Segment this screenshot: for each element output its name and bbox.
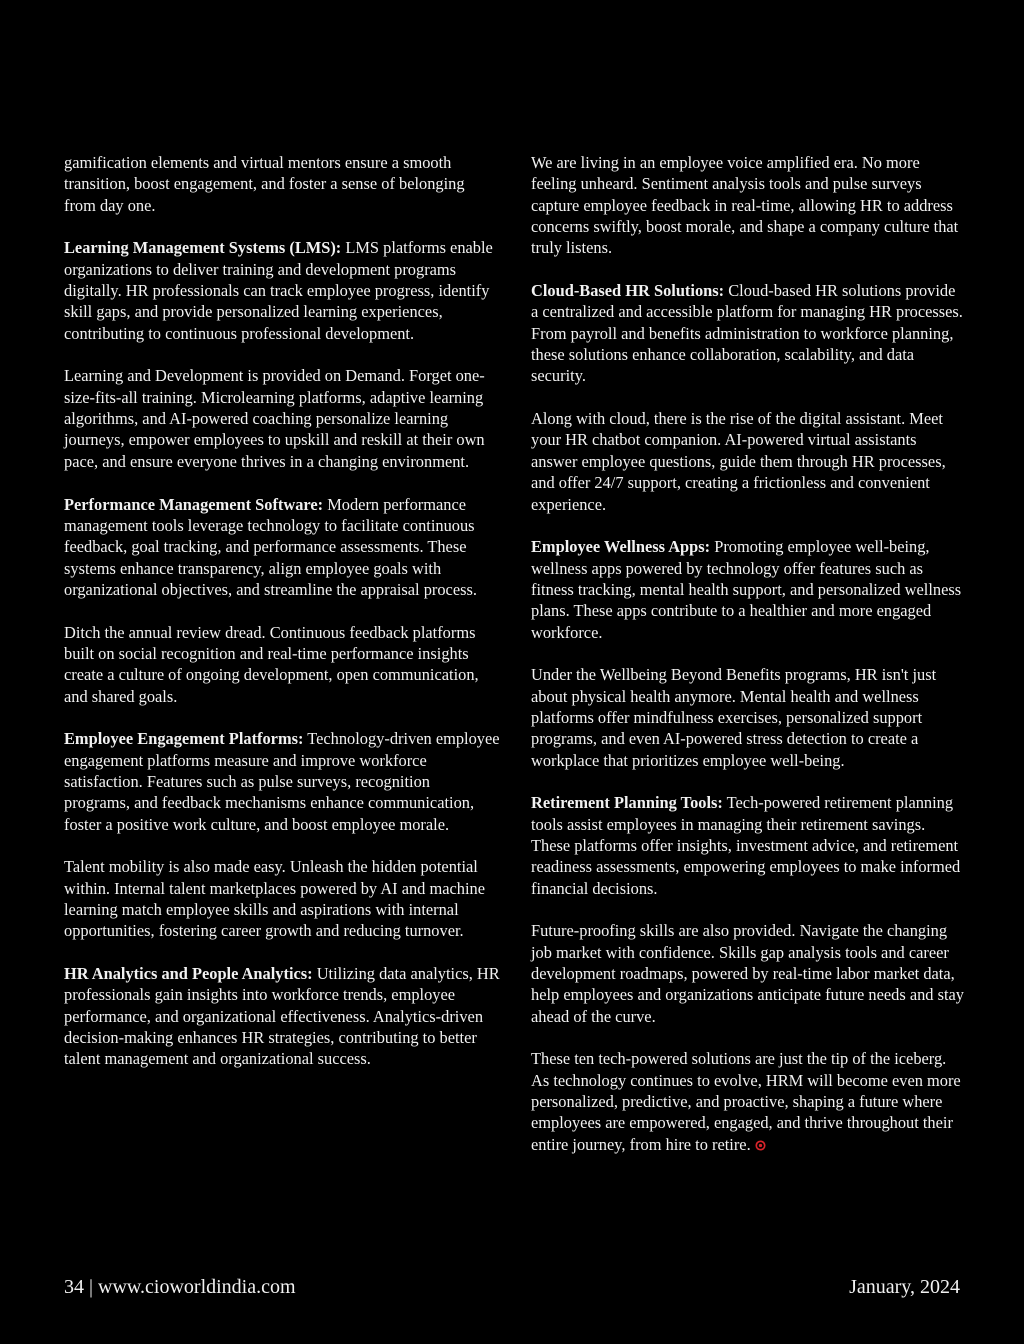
paragraph <box>64 622 500 707</box>
paragraph <box>531 408 965 515</box>
paragraph-text: Tech-powered retirement planning tools assist employees in managing their retirement savings. These platforms offer insights, investment advice, and retirement readiness assessments, empowering employees to make informed financial decisions. <box>531 793 961 898</box>
paragraph <box>64 963 500 1070</box>
paragraph <box>531 536 965 643</box>
paragraph-heading: Learning Management Systems (LMS): <box>64 238 342 258</box>
paragraph-heading: Performance Management Software: <box>64 494 324 514</box>
footer-page-info: 34 | www.cioworldindia.com <box>64 1276 296 1298</box>
paragraph-text: Promoting employee well-being, wellness apps powered by technology offer features such as fitness tracking, mental health support, and personalized wellness plans. These apps contribute to a healthier and more engaged workforce. <box>531 537 962 642</box>
paragraph-text: LMS platforms enable organizations to deliver training and development programs digitally. HR professionals can track employee progress, identify skill gaps, and provide personalized learning experiences, contributing to continuous professional development. <box>64 238 493 343</box>
footer-date: January, 2024 <box>849 1276 960 1298</box>
paragraph-heading: Cloud-Based HR Solutions: <box>531 281 725 301</box>
paragraph <box>531 280 965 387</box>
paragraph <box>64 728 500 835</box>
paragraph-text: Cloud-based HR solutions provide a centralized and accessible platform for managing HR processes. From payroll and benefits administration to workforce planning, these solutions enhance collaboration, scalability, and data security. <box>531 281 963 386</box>
paragraph <box>64 856 500 941</box>
paragraph <box>64 494 500 601</box>
paragraph <box>531 792 965 899</box>
right-column <box>531 152 965 1177</box>
paragraph <box>64 152 500 216</box>
paragraph-text: Along with cloud, there is the rise of the digital assistant. Meet your HR chatbot companion. AI-powered virtual assistants answer employee questions, guide them through HR processes, and offer 24/7 support, creating a frictionless and convenient experience. <box>531 409 946 514</box>
paragraph-heading: Employee Wellness Apps: <box>531 537 711 557</box>
paragraph-text: We are living in an employee voice amplified era. No more feeling unheard. Sentiment analysis tools and pulse surveys capture employee feedback in real-time, allowing HR to address concerns swiftly, boost morale, and shape a company culture that truly listens. <box>531 153 959 258</box>
paragraph-heading: Retirement Planning Tools: <box>531 793 723 813</box>
paragraph-text: Ditch the annual review dread. Continuous feedback platforms built on social recognition and real-time performance insights create a culture of ongoing development, open communication, and shared goals. <box>64 622 479 706</box>
paragraph-text: Under the Wellbeing Beyond Benefits programs, HR isn't just about physical health anymore. Mental health and wellness platforms offer mindfulness exercises, personalized support programs, and even AI-powered stress detection to create a workplace that prioritizes employee well-being. <box>531 665 937 770</box>
paragraph-text: Utilizing data analytics, HR professionals gain insights into workforce trends, employee performance, and organizational effectiveness. Analytics-driven decision-making enhances HR strategies, contributing to better talent management and organizational success. <box>64 964 500 1069</box>
left-column <box>64 152 500 1091</box>
paragraph <box>531 920 965 1027</box>
paragraph <box>531 1048 965 1155</box>
paragraph-text: Technology-driven employee engagement platforms measure and improve workforce satisfaction. Features such as pulse surveys, recognition programs, and feedback mechanisms enhance communication, foster a positive work culture, and boost employee morale. <box>64 729 500 834</box>
paragraph-text: Talent mobility is also made easy. Unleash the hidden potential within. Internal talent marketplaces powered by AI and machine learning match employee skills and aspirations with internal opportunities, fostering career growth and reducing turnover. <box>64 857 485 941</box>
paragraph-heading: HR Analytics and People Analytics: <box>64 964 313 984</box>
paragraph-text: Learning and Development is provided on Demand. Forget one-size-fits-all training. Microlearning platforms, adaptive learning algorithms, and AI-powered coaching personalize learning journeys, empower employees to upskill and reskill at their own pace, and ensure everyone thrives in a changing environment. <box>64 366 485 471</box>
paragraph <box>531 152 965 259</box>
paragraph-text: Future-proofing skills are also provided. Navigate the changing job market with confidence. Skills gap analysis tools and career development roadmaps, powered by real-time labor market data, help employees and organizations anticipate future needs and stay ahead of the curve. <box>531 921 964 1026</box>
paragraph-text: gamification elements and virtual mentors ensure a smooth transition, boost engagement, and foster a sense of belonging from day one. <box>64 153 465 215</box>
paragraph-text: These ten tech-powered solutions are just the tip of the iceberg. As technology continues to evolve, HRM will become even more personalized, predictive, and proactive, shaping a future where employees are empowered, engaged, and thrive throughout their entire journey, from hire to retire. <box>531 1049 961 1154</box>
paragraph <box>64 237 500 344</box>
paragraph <box>64 365 500 472</box>
article-end-icon <box>755 1140 766 1151</box>
paragraph <box>531 664 965 771</box>
paragraph-text: Modern performance management tools leverage technology to facilitate continuous feedback, goal tracking, and performance assessments. These systems enhance transparency, align employee goals with organizational objectives, and streamline the appraisal process. <box>64 494 477 599</box>
paragraph-heading: Employee Engagement Platforms: <box>64 729 304 749</box>
